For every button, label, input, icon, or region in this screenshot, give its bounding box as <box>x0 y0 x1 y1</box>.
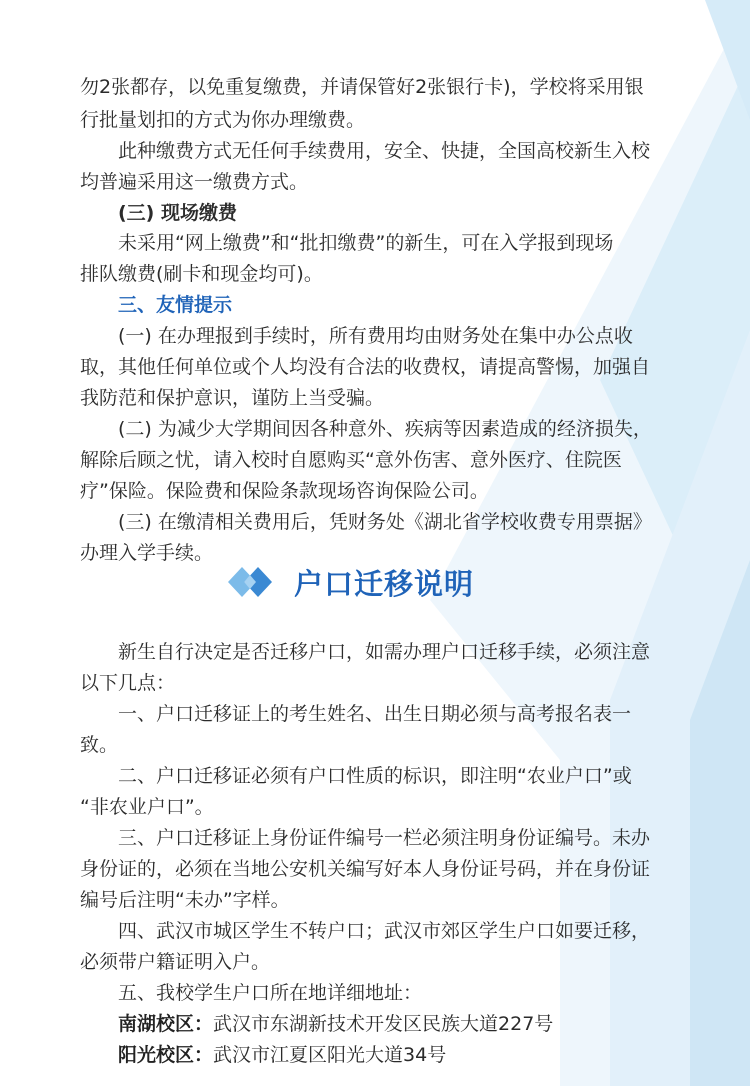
hukou-text-line: 编号后注明“未办”字样。 <box>80 889 290 911</box>
diamond-icon <box>228 565 280 599</box>
fee-text-line: 勿2张都存，以免重复缴费，并请保管好2张银行卡)，学校将采用银 <box>80 76 644 98</box>
tips-text-line: (二) 为减少大学期间因各种意外、疾病等因素造成的经济损失， <box>118 418 652 440</box>
hukou-text-line: “非农业户口”。 <box>80 796 214 818</box>
hukou-text-line: 四、武汉市城区学生不转户口；武汉市郊区学生户口如要迁移， <box>118 920 651 942</box>
fee-text-line: 此种缴费方式无任何手续费用，安全、快捷，全国高校新生入校 <box>118 140 651 162</box>
hukou-text-line: 必须带户籍证明入户。 <box>80 951 271 973</box>
tips-text-line: 解除后顾之忧，请入校时自愿购买“意外伤害、意外医疗、住院医 <box>80 449 622 471</box>
hukou-text-line: 新生自行决定是否迁移户口，如需办理户口迁移手续，必须注意 <box>118 641 651 663</box>
subheading-onsite-payment: (三) 现场缴费 <box>118 202 237 224</box>
tips-text-line: 办理入学手续。 <box>80 542 214 564</box>
campus-label: 阳光校区： <box>118 1044 214 1066</box>
hukou-text-line: 身份证的，必须在当地公安机关编写好本人身份证号码，并在身份证 <box>80 858 651 880</box>
address-row-yangguang <box>80 1040 680 1070</box>
hukou-text-line: 五、我校学生户口所在地详细地址： <box>118 982 423 1004</box>
campus-label: 南湖校区： <box>118 1013 214 1035</box>
fee-text-line: 均普遍采用这一缴费方式。 <box>80 171 309 193</box>
fee-text-line: 未采用“网上缴费”和“批扣缴费”的新生，可在入学报到现场 <box>118 232 614 254</box>
section-title: 户口迁移说明 <box>294 566 475 601</box>
heading-friendly-tips: 三、友情提示 <box>118 294 233 316</box>
tips-text-line: (一) 在办理报到手续时，所有费用均由财务处在集中办公点收 <box>118 325 633 347</box>
hukou-text-line: 以下几点： <box>80 672 176 694</box>
campus-address: 武汉市东湖新技术开发区民族大道227号 <box>213 1013 554 1035</box>
hukou-text-line: 致。 <box>80 734 119 756</box>
hukou-text-line: 一、户口迁移证上的考生姓名、出生日期必须与高考报名表一 <box>118 703 632 725</box>
address-row-nanhu <box>80 1009 680 1039</box>
tips-text-line: 疗”保险。保险费和保险条款现场咨询保险公司。 <box>80 480 489 502</box>
fee-text-line: 行批量划扣的方式为你办理缴费。 <box>80 109 366 131</box>
fee-text-line: 排队缴费(刷卡和现金均可)。 <box>80 263 323 285</box>
tips-text-line: 我防范和保护意识，谨防上当受骗。 <box>80 387 385 409</box>
tips-text-line: (三) 在缴清相关费用后，凭财务处《湖北省学校收费专用票据》 <box>118 511 652 533</box>
hukou-text-line: 二、户口迁移证必须有户口性质的标识，即注明“农业户口”或 <box>118 765 632 787</box>
hukou-text-line: 三、户口迁移证上身份证件编号一栏必须注明身份证编号。未办 <box>118 827 651 849</box>
tips-text-line: 取，其他任何单位或个人均没有合法的收费权，请提高警惕，加强自 <box>80 356 651 378</box>
campus-address: 武汉市江夏区阳光大道34号 <box>213 1044 447 1066</box>
